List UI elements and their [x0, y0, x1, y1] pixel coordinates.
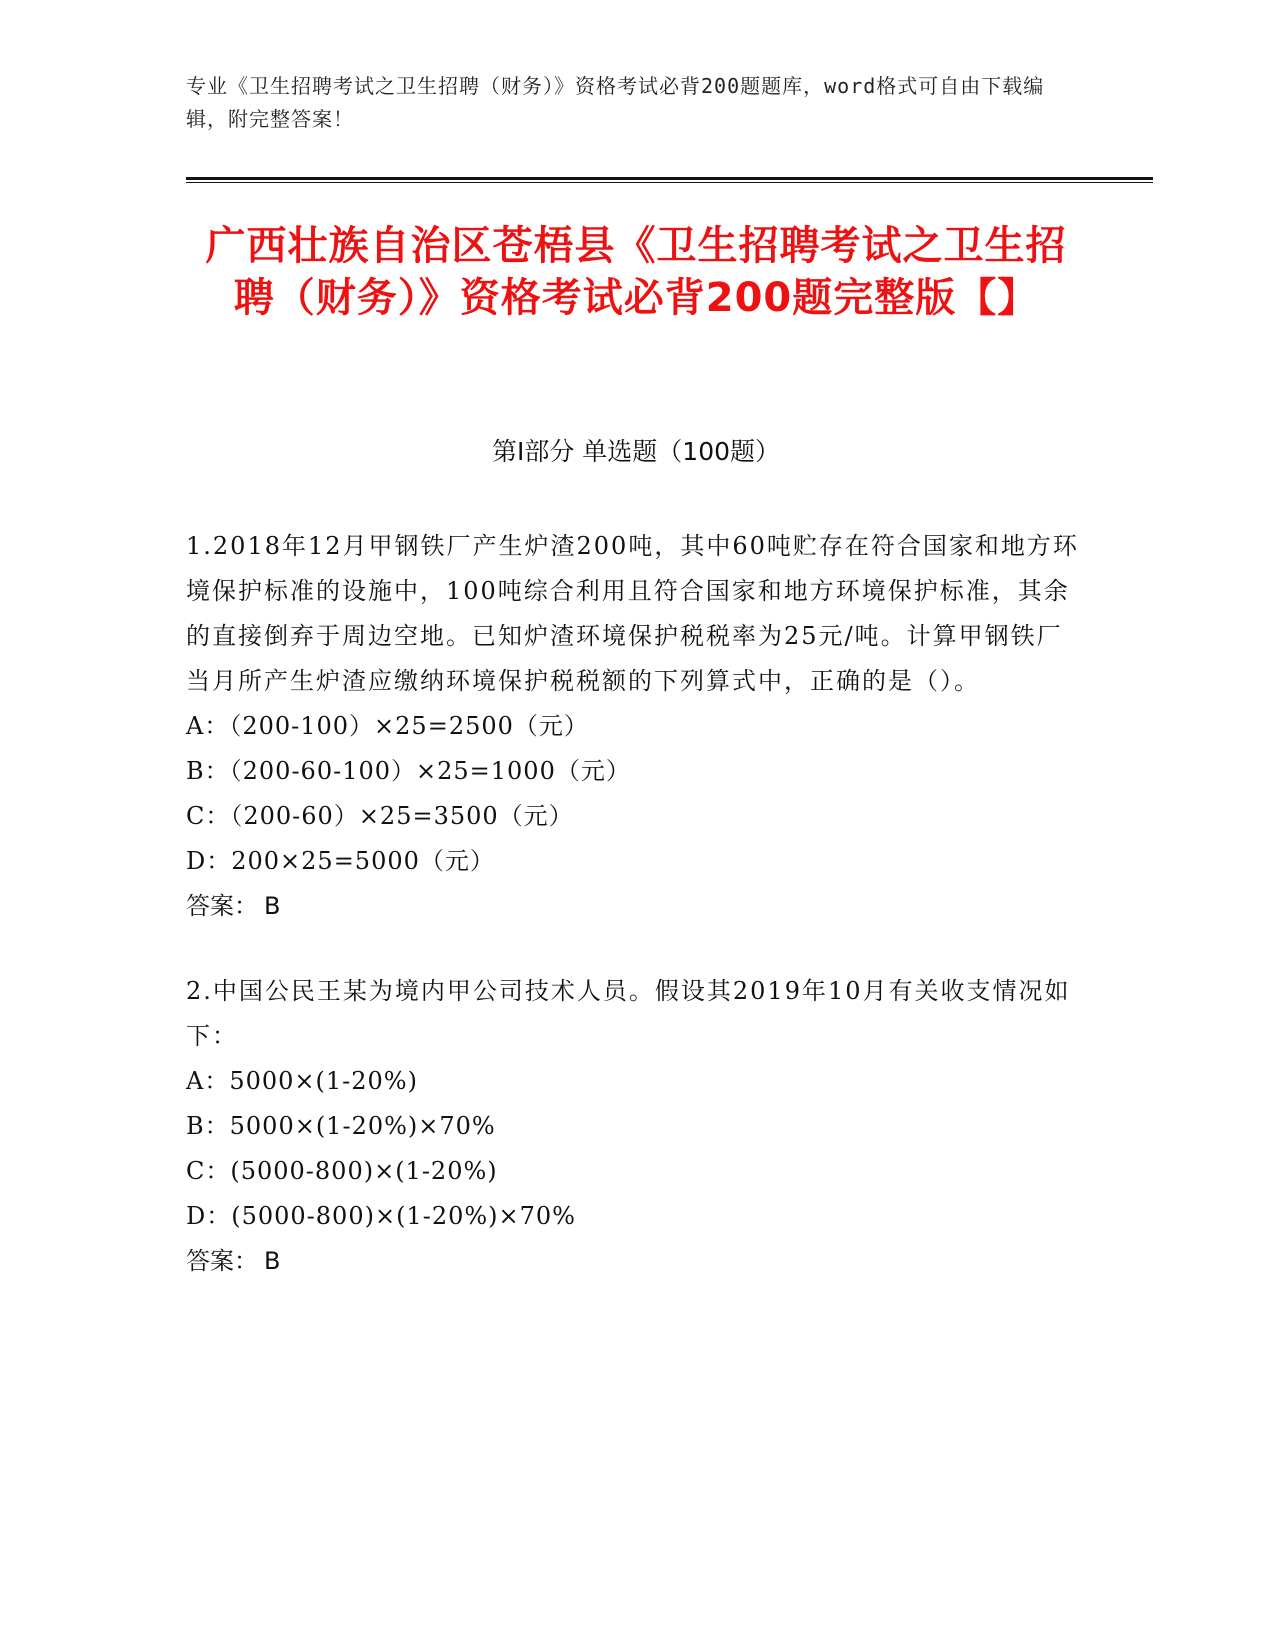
header-divider-thick: [186, 177, 1153, 180]
question-stem: 2.中国公民王某为境内甲公司技术人员。假设其2019年10月有关收支情况如下：: [186, 977, 1071, 1050]
answer-line: [186, 1239, 1086, 1284]
answer-value: B: [264, 1247, 281, 1275]
option-a: A：（200-100）×25=2500（元）: [186, 712, 589, 740]
section-title: 第I部分 单选题（100题）: [491, 437, 781, 466]
option-d: D：(5000-800)×(1-20%)×70%: [186, 1202, 576, 1230]
answer-value: B: [264, 892, 281, 920]
option-c: C：（200-60）×25=3500（元）: [186, 802, 574, 830]
question-stem: 1.2018年12月甲钢铁厂产生炉渣200吨，其中60吨贮存在符合国家和地方环境保护标准的设施中，100吨综合利用且符合国家和地方环境保护标准，其余的直接倒弃于周边空地。已知炉渣环境保护税税率为25元/吨。计算甲钢铁厂当月所产生炉渣应缴纳环境保护税税额的下列算式中，正确的是（）。: [186, 532, 1079, 695]
question-1: [186, 524, 1086, 929]
option-d: D：200×25=5000（元）: [186, 847, 495, 875]
question-list: [186, 524, 1086, 1324]
answer-label: 答案：: [186, 1247, 258, 1275]
answer-label: 答案：: [186, 892, 258, 920]
header-divider-thin: [186, 182, 1153, 183]
option-a: A：5000×(1-20%): [186, 1067, 418, 1095]
document-title: 广西壮族自治区苍梧县《卫生招聘考试之卫生招聘（财务）》资格考试必背200题完整版【】: [205, 223, 1067, 321]
answer-line: [186, 884, 1086, 929]
option-c: C：(5000-800)×(1-20%): [186, 1157, 498, 1185]
option-b: B：（200-60-100）×25=1000（元）: [186, 757, 631, 785]
question-2: [186, 969, 1086, 1284]
option-b: B：5000×(1-20%)×70%: [186, 1112, 496, 1140]
header-note: 专业《卫生招聘考试之卫生招聘（财务）》资格考试必背200题题库，word格式可自由下载编辑，附完整答案！: [186, 74, 1045, 131]
